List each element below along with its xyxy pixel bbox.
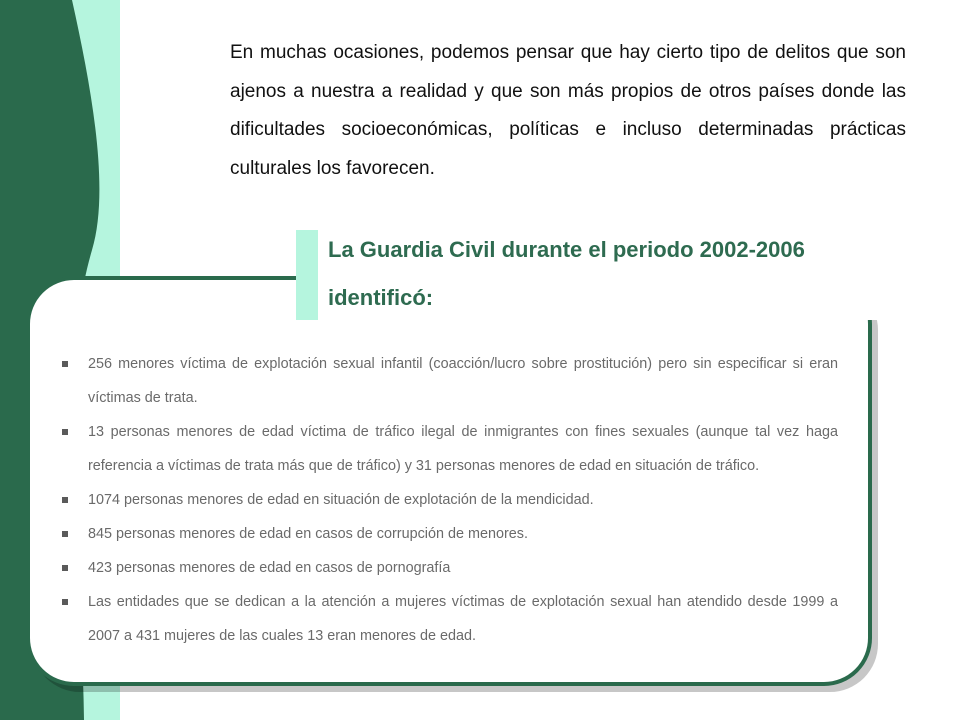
bullet-list [60, 347, 838, 653]
list-item [60, 415, 838, 483]
list-item [60, 347, 838, 415]
list-item-text: 1074 personas menores de edad en situación de explotación de la mendicidad. [88, 492, 594, 508]
section-heading: La Guardia Civil durante el periodo 2002-2006 identificó: [328, 237, 805, 310]
square-bullet-icon [62, 599, 68, 605]
list-item-text: 256 menores víctima de explotación sexual infantil (coacción/lucro sobre prostitución) pero sin especificar si eran víctimas de trata. [88, 356, 838, 406]
list-item-text: 845 personas menores de edad en casos de corrupción de menores. [88, 526, 528, 542]
list-item [60, 585, 838, 653]
square-bullet-icon [62, 531, 68, 537]
square-bullet-icon [62, 497, 68, 503]
square-bullet-icon [62, 429, 68, 435]
intro-paragraph: En muchas ocasiones, podemos pensar que hay cierto tipo de delitos que son ajenos a nuestra a realidad y que son más propios de otros países donde las dificultades socioeconómicas, políticas e incluso determinadas prácticas culturales los favorecen. [230, 42, 906, 179]
square-bullet-icon [62, 361, 68, 367]
list-item-text: 423 personas menores de edad en casos de pornografía [88, 560, 451, 576]
square-bullet-icon [62, 565, 68, 571]
list-item [60, 517, 838, 551]
list-item [60, 483, 838, 517]
heading-accent-bar [296, 230, 318, 320]
list-item-text: 13 personas menores de edad víctima de tráfico ilegal de inmigrantes con fines sexuales (aunque tal vez haga referencia a víctimas de trata más que de tráfico) y 31 personas menores de edad en situación de tráfico. [88, 424, 838, 474]
list-item-text: Las entidades que se dedican a la atención a mujeres víctimas de explotación sexual han atendido desde 1999 a 2007 a 431 mujeres de las cuales 13 eran menores de edad. [88, 594, 838, 644]
list-item [60, 551, 838, 585]
